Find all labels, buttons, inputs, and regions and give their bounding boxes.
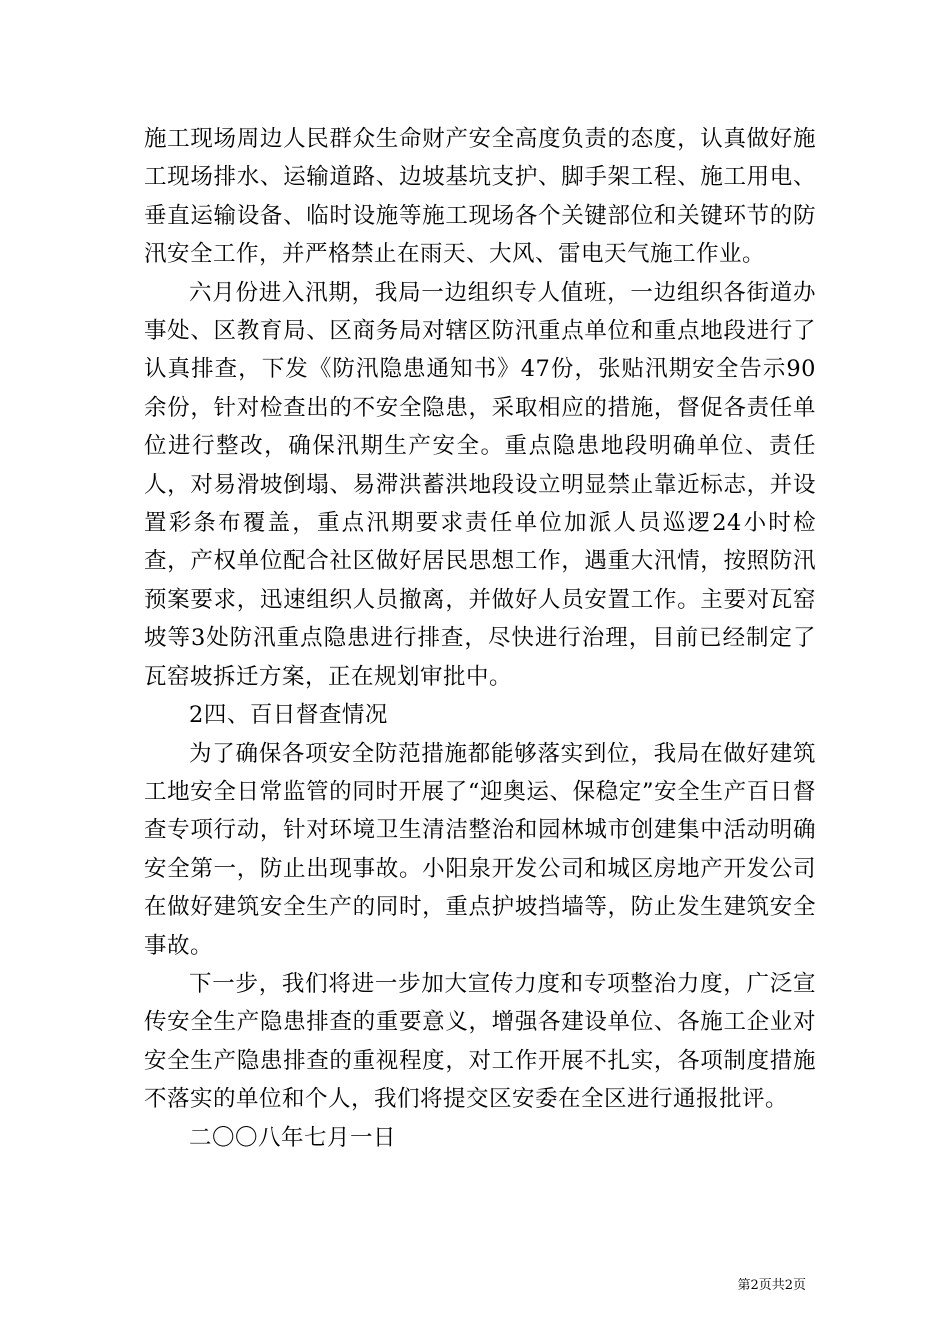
- paragraph-hundred-day-inspection: 为了确保各项安全防范措施都能够落实到位，我局在做好建筑工地安全日常监管的同时开展了“迎奥运、保稳定”安全生产百日督查专项行动，针对环境卫生清洁整治和园林城市创建集中活动明确安全第一，防止出现事故。小阳泉开发公司和城区房地产开发公司在做好建筑安全生产的同时，重点护坡挡墙等，防止发生建筑安全事故。: [144, 740, 816, 959]
- page-number-footer: 第2页共2页: [737, 1278, 806, 1293]
- section-heading-hundred-day: 2四、百日督查情况: [189, 702, 388, 729]
- paragraph-next-steps: 下一步，我们将进一步加大宣传力度和专项整治力度，广泛宣传安全生产隐患排查的重要意义，增强各建设单位、各施工企业对安全生产隐患排查的重视程度，对工作开展不扎实，各项制度措施不落实的单位和个人，我们将提交区安委在全区进行通报批评。: [144, 970, 816, 1113]
- paragraph-flood-season: 六月份进入汛期，我局一边组织专人值班，一边组织各街道办事处、区教育局、区商务局对辖区防汛重点单位和重点地段进行了认真排查，下发《防汛隐患通知书》47份，张贴汛期安全告示90余份，针对检查出的不安全隐患，采取相应的措施，督促各责任单位进行整改，确保汛期生产安全。重点隐患地段明确单位、责任人，对易滑坡倒塌、易滞洪蓄洪地段设立明显禁止靠近标志，并设置彩条布覆盖，重点汛期要求责任单位加派人员巡逻24小时检查，产权单位配合社区做好居民思想工作，遇重大汛情，按照防汛预案要求，迅速组织人员撤离，并做好人员安置工作。主要对瓦窑坡等3处防汛重点隐患进行排查，尽快进行治理，目前已经制定了瓦窑坡拆迁方案，正在规划审批中。: [144, 279, 816, 690]
- document-body: [144, 120, 816, 1157]
- paragraph-site-safety: 施工现场周边人民群众生命财产安全高度负责的态度，认真做好施工现场排水、运输道路、边坡基坑支护、脚手架工程、施工用电、垂直运输设备、临时设施等施工现场各个关键部位和关键环节的防汛安全工作，并严格禁止在雨天、大风、雷电天气施工作业。: [144, 126, 816, 268]
- document-date: 二〇〇八年七月一日: [189, 1124, 397, 1151]
